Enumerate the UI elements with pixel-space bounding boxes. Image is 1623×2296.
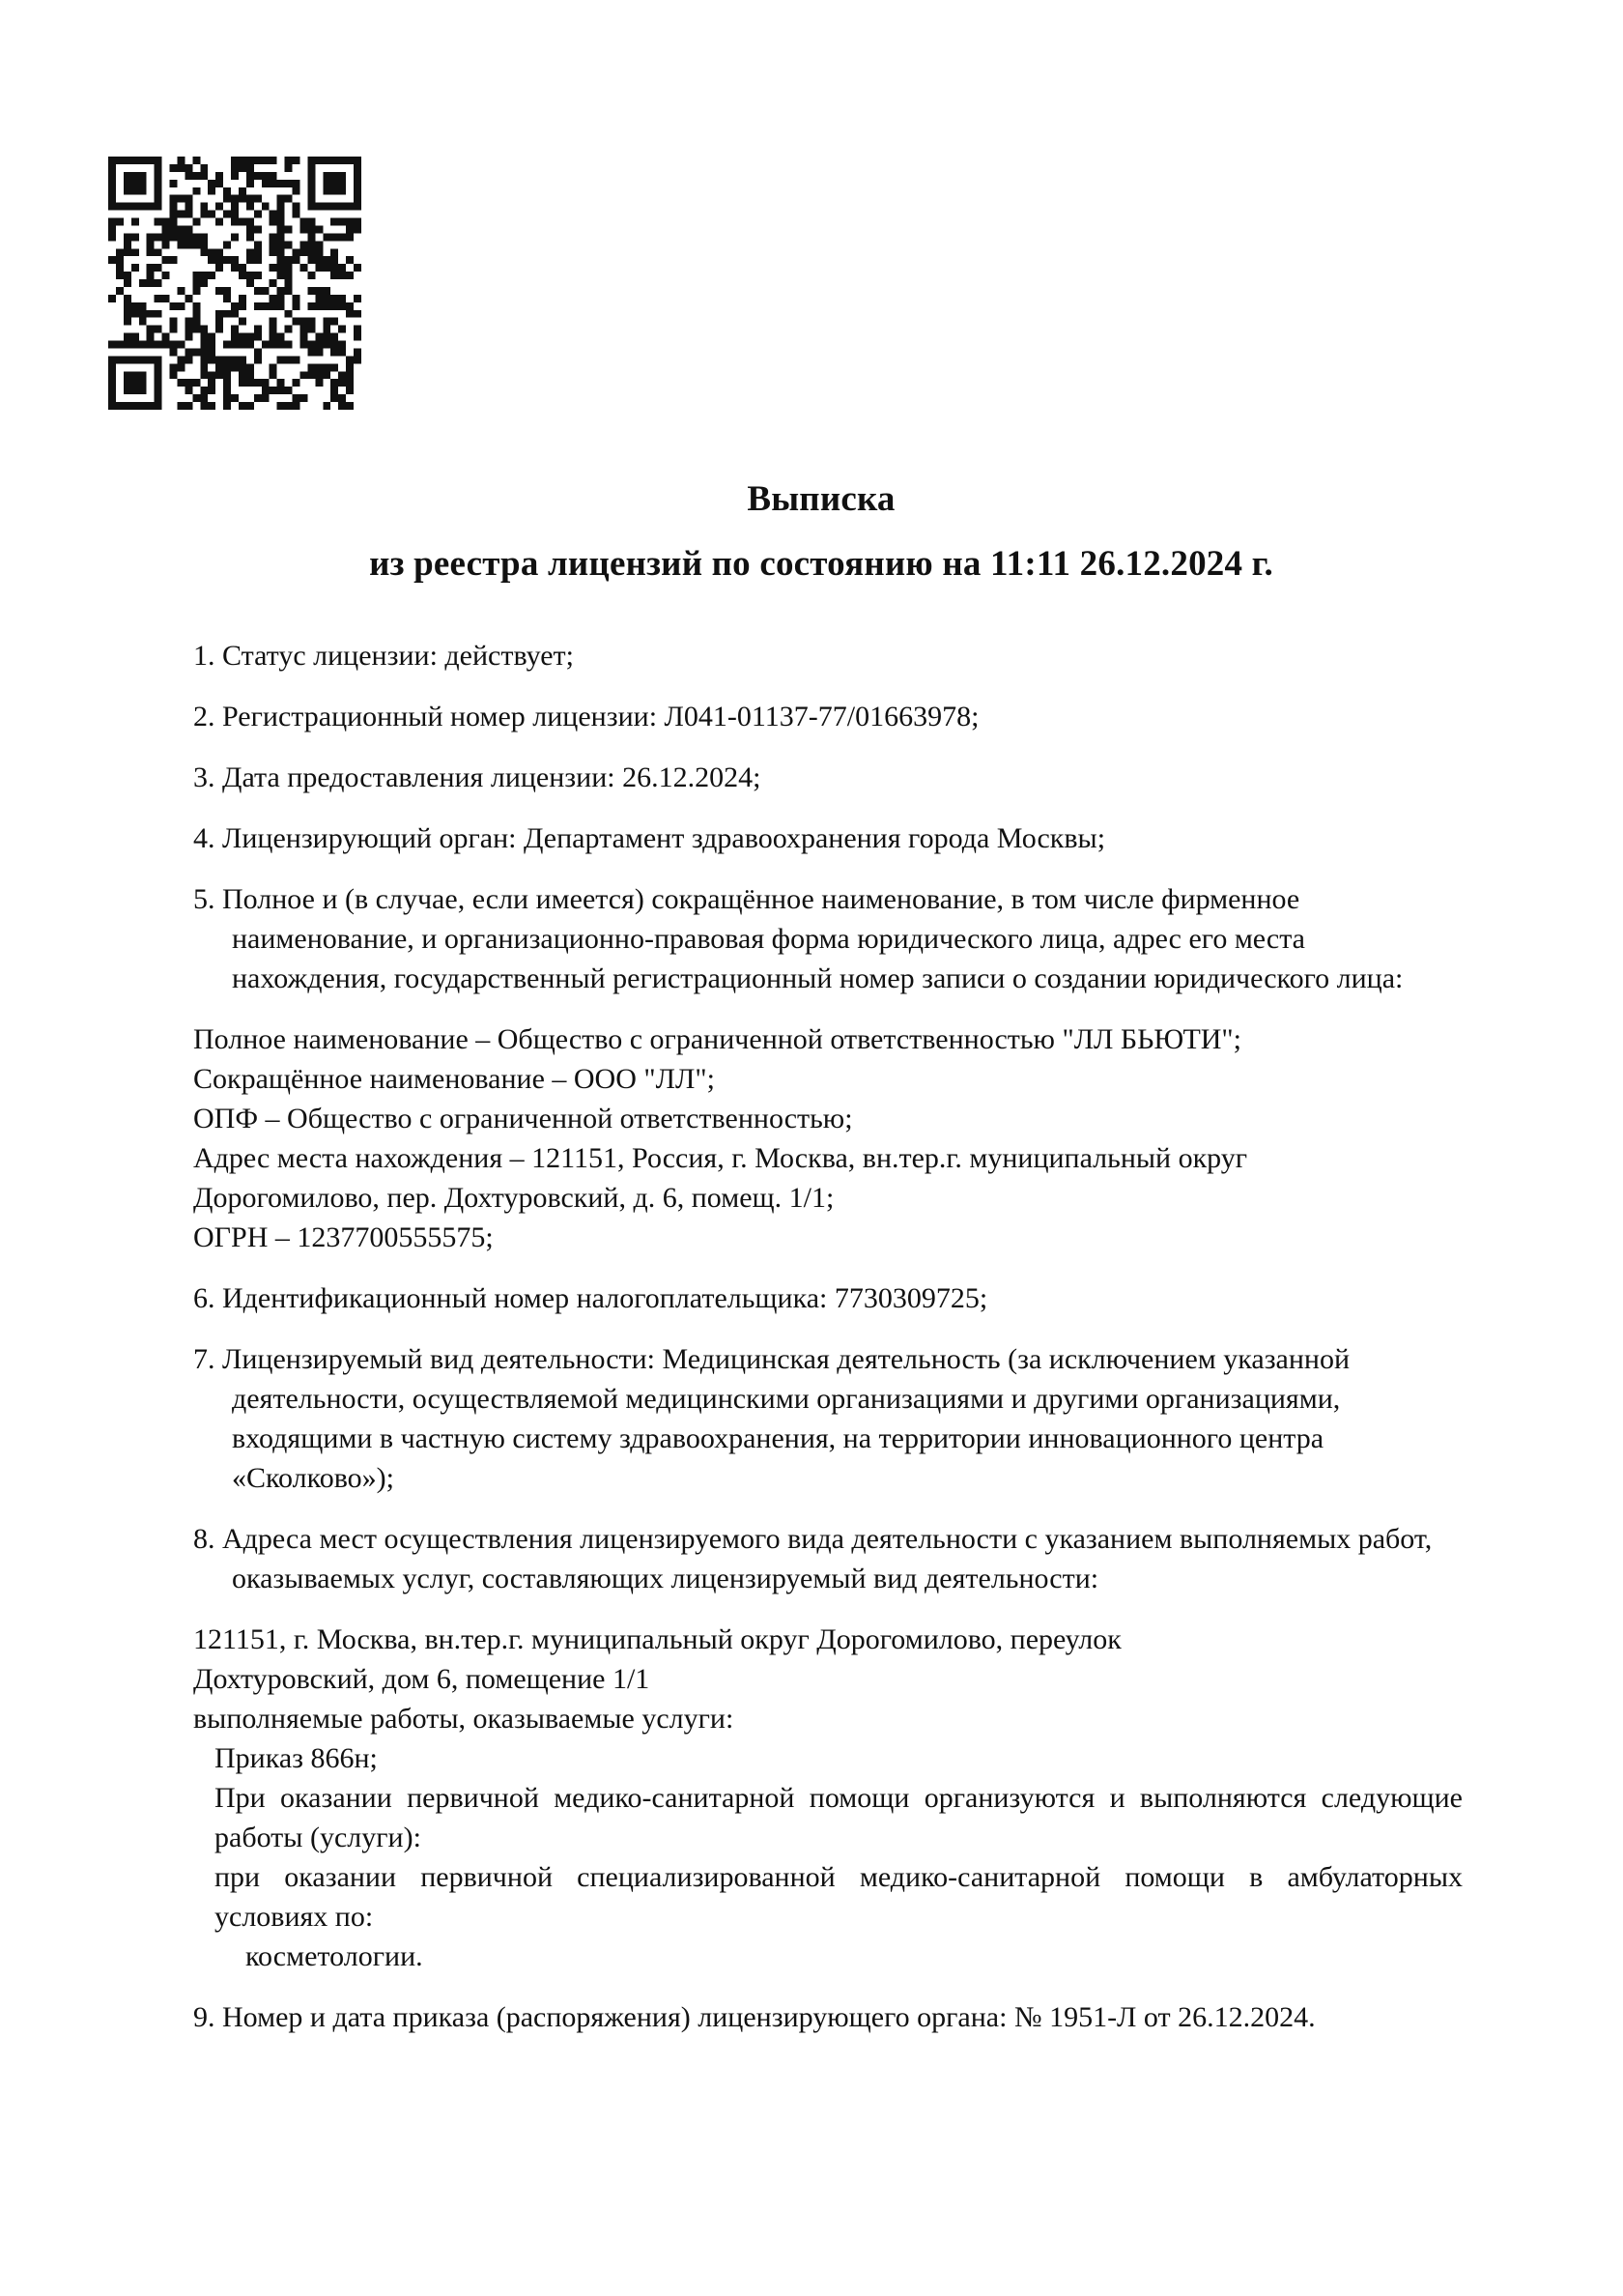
item-taxpayer-id: 6. Идентификационный номер налогоплательщика: 7730309725; — [193, 1282, 988, 1314]
item-order-number-date: 9. Номер и дата приказа (распоряжения) лицензирующего органа: № 1951-Л от 26.12.2024. — [193, 2001, 1316, 2033]
item-grant-date: 3. Дата предоставления лицензии: 26.12.2024; — [193, 761, 761, 793]
activity-address-details — [193, 1620, 1463, 1976]
item-licensing-authority: 4. Лицензирующий орган: Департамент здравоохранения города Москвы; — [193, 822, 1106, 854]
qr-code-image — [108, 157, 361, 410]
document-title: Выписка — [747, 479, 896, 519]
works-label: выполняемые работы, оказываемые услуги: — [193, 1703, 734, 1735]
specialized-care-works: при оказании первичной специализированной медико-санитарной помощи в амбулаторных условиях по: — [214, 1861, 1463, 1933]
item-activity-addresses-heading: 8. Адреса мест осуществления лицензируемого вида деятельности с указанием выполняемых работ, оказываемых услуг, составляющих лицензируемый вид деятельности: — [193, 1523, 1433, 1594]
primary-care-works: При оказании первичной медико-санитарной помощи организуются и выполняются следующие работы (услуги): — [214, 1782, 1463, 1853]
org-address-line-1: Адрес места нахождения – 121151, Россия, г. Москва, вн.тер.г. муниципальный округ — [193, 1142, 1248, 1174]
order-866n: Приказ 866н; — [214, 1742, 378, 1774]
activity-address-line-1: 121151, г. Москва, вн.тер.г. муниципальный округ Дорогомилово, переулок — [193, 1623, 1122, 1655]
item-organization-name-heading: 5. Полное и (в случае, если имеется) сокращённое наименование, в том числе фирменное наименование, и организационно-правовая форма юридического лица, адрес его места нахождения, государственный регистрационный номер записи о создании юридического лица: — [193, 883, 1404, 994]
org-short-name: Сокращённое наименование – ООО "ЛЛ"; — [193, 1063, 715, 1095]
qr-code — [108, 157, 361, 410]
item-registration-number: 2. Регистрационный номер лицензии: Л041-01137-77/01663978; — [193, 701, 980, 732]
org-address-line-2: Дорогомилово, пер. Дохтуровский, д. 6, помещ. 1/1; — [193, 1182, 835, 1214]
org-ogrn: ОГРН – 1237700555575; — [193, 1221, 494, 1253]
item-licensed-activity: 7. Лицензируемый вид деятельности: Медицинская деятельность (за исключением указанной деятельности, осуществляемой медицинскими организациями и другими организациями, входящими в частную систему здравоохранения, на территории инновационного центра «Сколково»); — [193, 1343, 1351, 1494]
item-license-status: 1. Статус лицензии: действует; — [193, 640, 574, 672]
org-full-name: Полное наименование – Общество с ограниченной ответственностью "ЛЛ БЬЮТИ"; — [193, 1023, 1242, 1055]
document-body — [193, 636, 1463, 2058]
activity-address-line-2: Дохтуровский, дом 6, помещение 1/1 — [193, 1663, 650, 1695]
organization-details — [193, 1019, 1463, 1257]
org-legal-form: ОПФ – Общество с ограниченной ответственностью; — [193, 1103, 853, 1134]
cosmetology: косметологии. — [245, 1940, 423, 1972]
document-subtitle: из реестра лицензий по состоянию на 11:11 26.12.2024 г. — [369, 544, 1273, 584]
